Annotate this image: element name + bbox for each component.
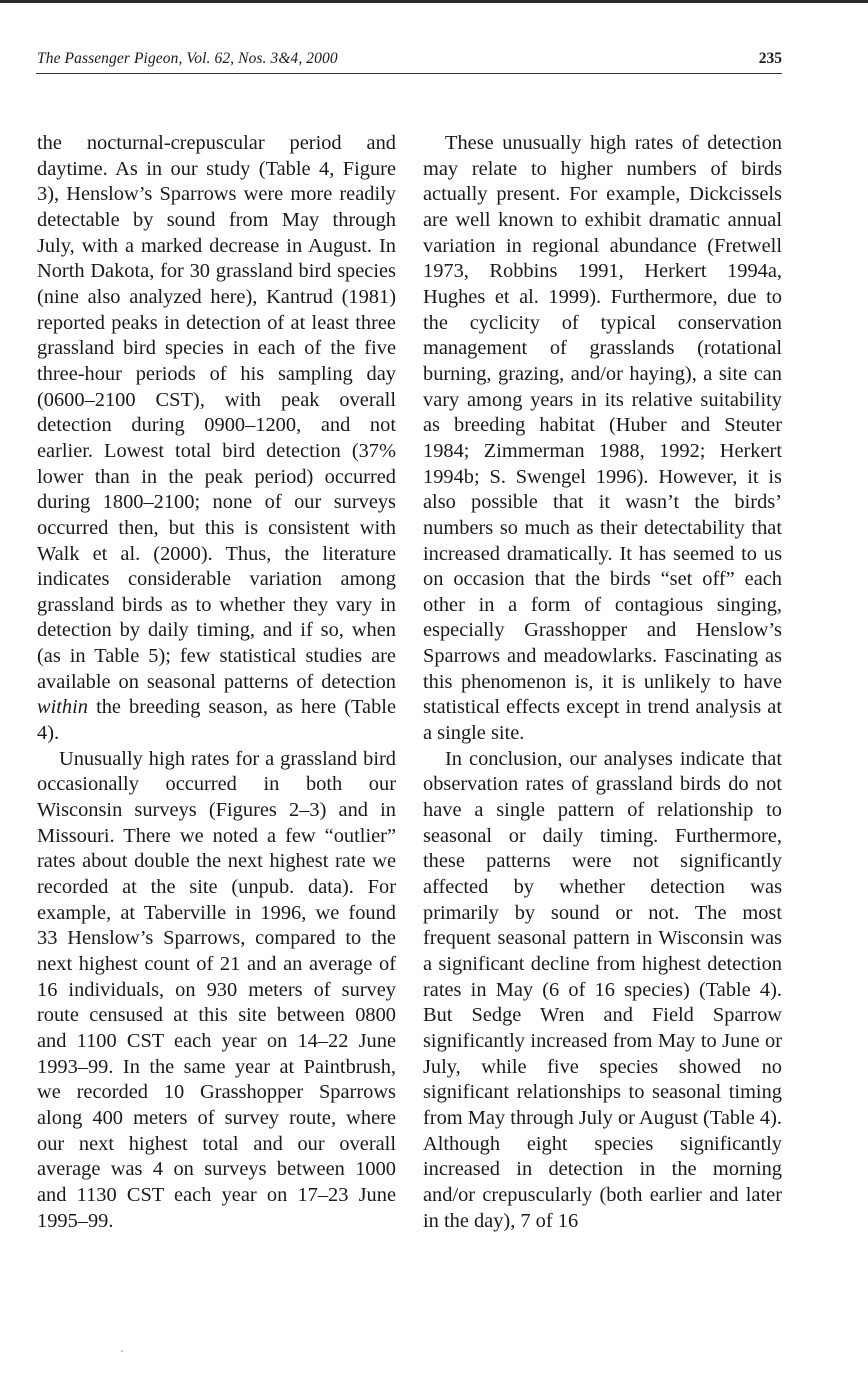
right-column bbox=[423, 131, 782, 1234]
paragraph-text: the nocturnal-crepuscular period and daytime. As in our study (Table 4, Figure 3), Henslow’s Sparrows were more readily detectable by sound from May through July, with a marked decrease in August. In North Dakota, for 30 grassland bird species (nine also analyzed here), Kantrud (1981) reported peaks in detection of at least three grassland bird species in each of the five three-hour periods of his sampling day (0600–2100 CST), with peak overall detection during 0900–1200, and not earlier. Lowest total bird detection (37% lower than in the peak period) occurred during 1800–2100; none of our surveys occurred then, but this is consistent with Walk et al. (2000). Thus, the literature indicates considerable variation among grassland birds as to whether they vary in detection by daily timing, and if so, when (as in Table 5); few statistical studies are available on seasonal patterns of detection bbox=[37, 132, 396, 693]
paragraph-detection-rates: These unusually high rates of detection may relate to higher numbers of birds actually present. For example, Dickcissels are well known to exhibit dramatic annual variation in regional abundance (Fretwell 1973, Robbins 1991, Herkert 1994a, Hughes et al. 1999). Furthermore, due to the cyclicity of typical conservation management of grasslands (rotational burning, grazing, and/or haying), a site can vary among years in its relative suitability as breeding habitat (Huber and Steuter 1984; Zimmerman 1988, 1992; Herkert 1994b; S. Swengel 1996). However, it is also possible that it wasn’t the birds’ numbers so much as their detectability that increased dramatically. It has seemed to us on occasion that the birds “set off” each other in a form of contagious singing, especially Grasshopper and Henslow’s Sparrows and meadowlarks. Fascinating as this phenomenon is, it is unlikely to have statistical effects except in trend analysis at a single site. bbox=[423, 132, 782, 745]
left-column bbox=[37, 131, 396, 1234]
top-border-rule bbox=[0, 0, 868, 3]
scan-speck bbox=[121, 1350, 123, 1352]
italic-emphasis: within bbox=[37, 696, 88, 719]
paragraph-text-end: the breeding season, as here (Table 4). bbox=[37, 696, 396, 745]
header-rule bbox=[36, 73, 782, 74]
paragraph-outlier-rates: Unusually high rates for a grassland bird occasionally occurred in both our Wisconsin surveys (Figures 2–3) and in Missouri. There we noted a few “outlier” rates about double the next highest rate we recorded at the site (unpub. data). For example, at Taberville in 1996, we found 33 Henslow’s Sparrows, compared to the next highest count of 21 and an average of 16 individuals, on 930 meters of survey route censused at this site between 0800 and 1100 CST each year on 14–22 June 1993–99. In the same year at Paintbrush, we recorded 10 Grasshopper Sparrows along 400 meters of survey route, where our next highest total and our overall average was 4 on surveys between 1000 and 1130 CST each year on 17–23 June 1995–99. bbox=[37, 747, 396, 1232]
paragraph-continued bbox=[37, 131, 396, 747]
journal-citation: The Passenger Pigeon, Vol. 62, Nos. 3&4, 2000 bbox=[37, 50, 338, 67]
running-head bbox=[37, 50, 782, 72]
paragraph-conclusion: In conclusion, our analyses indicate that observation rates of grassland birds do not have a single pattern of relationship to seasonal or daily timing. Furthermore, these patterns were not significantly affected by whether detection was primarily by sound or not. The most frequent seasonal pattern in Wisconsin was a significant decline from highest detection rates in May (6 of 16 species) (Table 4). But Sedge Wren and Field Sparrow significantly increased from May to June or July, while five species showed no significant relationships to seasonal timing from May through July or August (Table 4). Although eight species significantly increased in detection in the morning and/or crepuscularly (both earlier and later in the day), 7 of 16 bbox=[423, 747, 782, 1232]
page-number: 235 bbox=[758, 50, 782, 67]
